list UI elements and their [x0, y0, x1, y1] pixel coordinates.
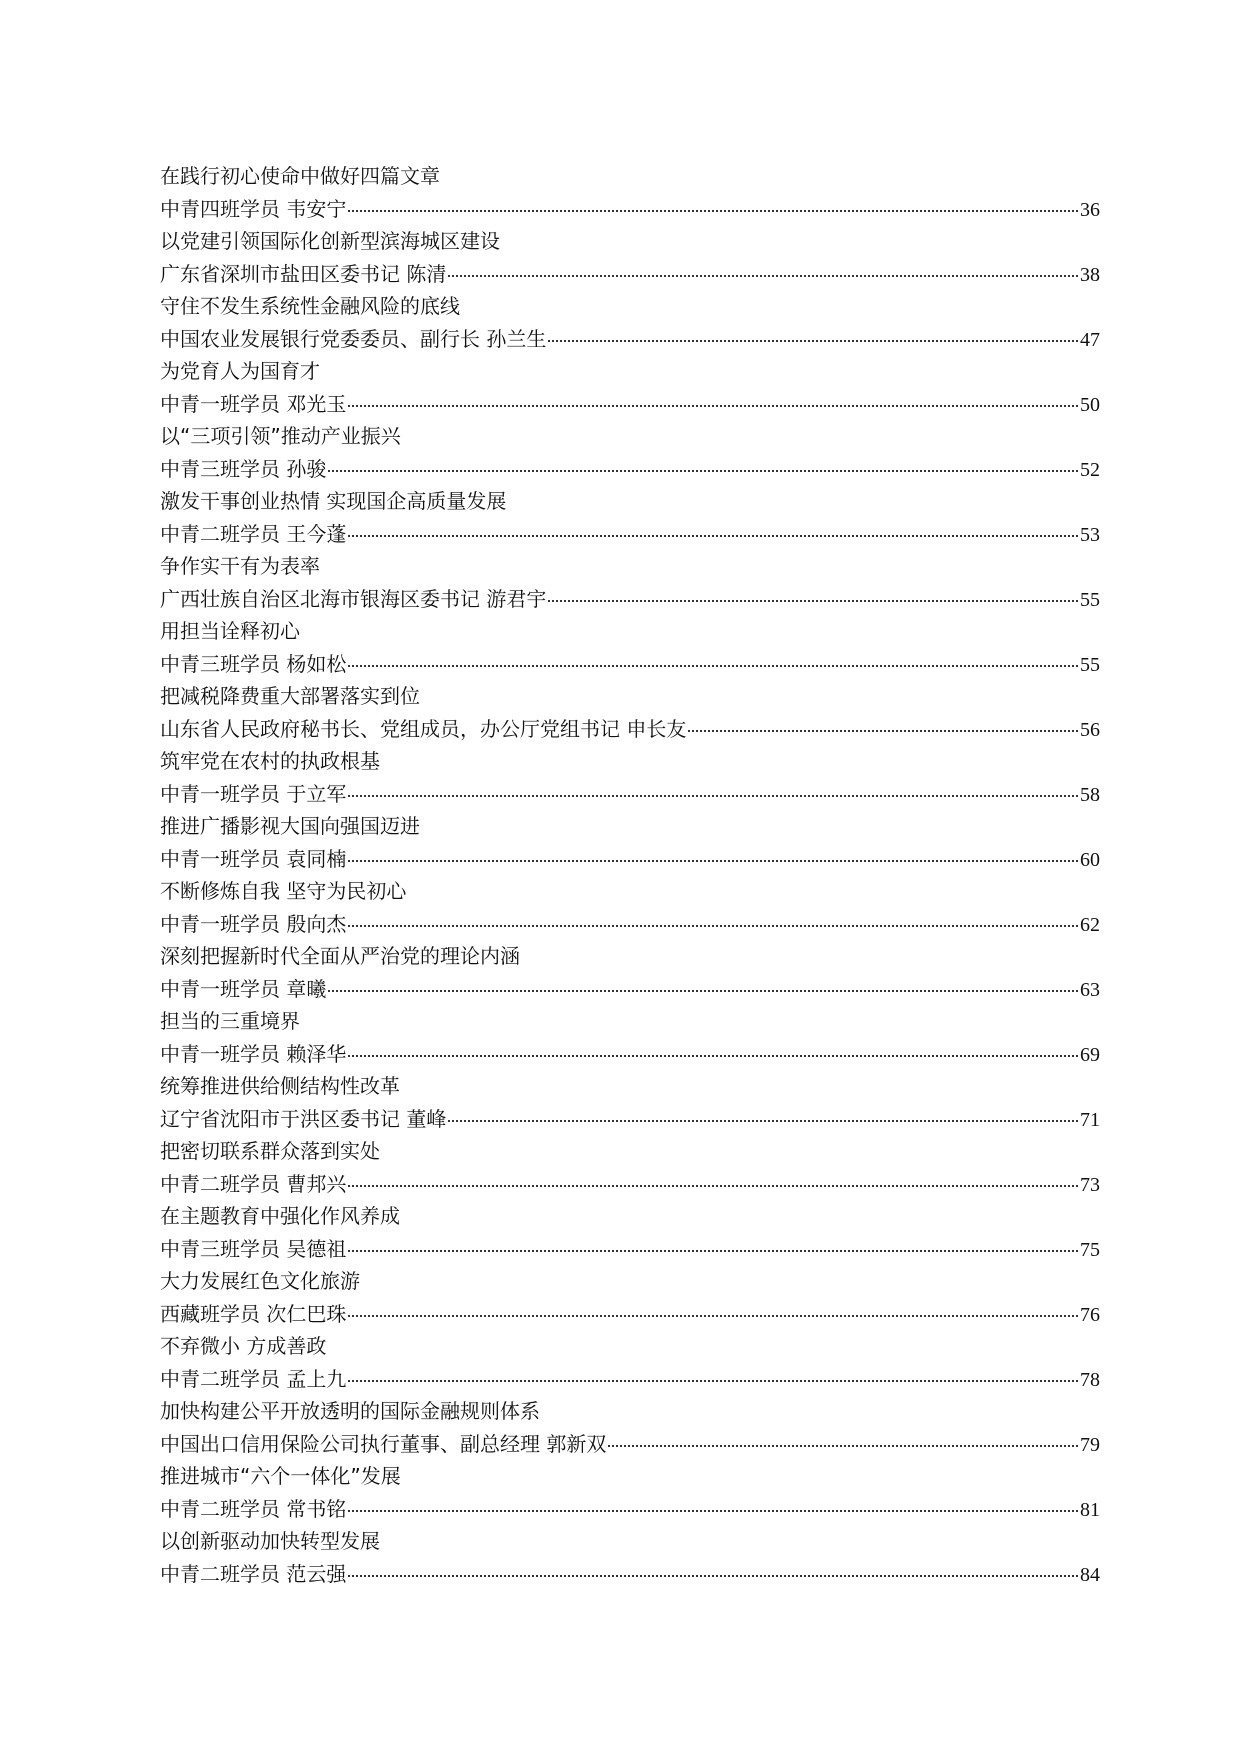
toc-entry: [160, 680, 1100, 745]
dot-leader: [328, 469, 1078, 472]
toc-entry-byline: [160, 648, 1100, 681]
dot-leader: [608, 1444, 1078, 1447]
toc-entry-byline: [160, 323, 1100, 356]
toc-entry: [160, 355, 1100, 420]
toc-entry: [160, 940, 1100, 1005]
dot-leader: [348, 1574, 1078, 1577]
toc-entry: [160, 615, 1100, 680]
dot-leader: [348, 1249, 1078, 1252]
table-of-contents: [160, 160, 1100, 1590]
toc-entry: [160, 875, 1100, 940]
toc-entry-author: 中青一班学员 章曦: [160, 976, 327, 1001]
toc-entry-byline: [160, 1168, 1100, 1201]
dot-leader: [328, 989, 1078, 992]
toc-entry-byline: [160, 258, 1100, 291]
toc-entry: [160, 1460, 1100, 1525]
toc-entry-title: 以“三项引领”推动产业振兴: [160, 424, 401, 448]
toc-entry-author: 中青二班学员 常书铭: [160, 1496, 347, 1521]
dot-leader: [348, 859, 1078, 862]
toc-entry: [160, 550, 1100, 615]
toc-entry-byline: [160, 908, 1100, 941]
dot-leader: [348, 404, 1078, 407]
toc-entry-page-number: 62: [1080, 913, 1100, 936]
toc-entry-page-number: 69: [1080, 1043, 1100, 1066]
toc-entry-title: 在主题教育中强化作风养成: [160, 1204, 400, 1228]
toc-entry-byline: [160, 843, 1100, 876]
toc-entry-title: 把密切联系群众落到实处: [160, 1139, 380, 1163]
toc-entry-byline: [160, 453, 1100, 486]
dot-leader: [448, 274, 1078, 277]
toc-entry-byline: [160, 973, 1100, 1006]
toc-entry-page-number: 56: [1080, 718, 1100, 741]
toc-entry-byline: [160, 583, 1100, 616]
toc-entry-byline: [160, 193, 1100, 226]
toc-entry-page-number: 78: [1080, 1368, 1100, 1391]
toc-entry: [160, 290, 1100, 355]
toc-entry-byline: [160, 1493, 1100, 1526]
toc-entry-page-number: 58: [1080, 783, 1100, 806]
toc-entry: [160, 1070, 1100, 1135]
toc-entry-title: 深刻把握新时代全面从严治党的理论内涵: [160, 944, 520, 968]
toc-entry-author: 中青三班学员 杨如松: [160, 651, 347, 676]
toc-entry-title: 推进广播影视大国向强国迈进: [160, 814, 420, 838]
toc-entry-page-number: 36: [1080, 198, 1100, 221]
toc-entry-author: 中青一班学员 赖泽华: [160, 1041, 347, 1066]
dot-leader: [348, 1379, 1078, 1382]
toc-entry-title: 以党建引领国际化创新型滨海城区建设: [160, 229, 500, 253]
toc-entry-page-number: 75: [1080, 1238, 1100, 1261]
toc-entry-title: 守住不发生系统性金融风险的底线: [160, 294, 460, 318]
toc-entry-title: 争作实干有为表率: [160, 554, 320, 578]
toc-entry-title: 激发干事创业热情 实现国企高质量发展: [160, 489, 507, 513]
toc-entry-page-number: 53: [1080, 523, 1100, 546]
toc-entry: [160, 160, 1100, 225]
dot-leader: [548, 599, 1078, 602]
toc-entry-title: 不弃微小 方成善政: [160, 1334, 327, 1358]
toc-entry-byline: [160, 1428, 1100, 1461]
toc-entry-author: 中国出口信用保险公司执行董事、副总经理 郭新双: [160, 1431, 607, 1456]
toc-entry-page-number: 73: [1080, 1173, 1100, 1196]
toc-entry-page-number: 63: [1080, 978, 1100, 1001]
toc-entry-page-number: 50: [1080, 393, 1100, 416]
toc-entry-author: 辽宁省沈阳市于洪区委书记 董峰: [160, 1106, 447, 1131]
toc-entry-title: 不断修炼自我 坚守为民初心: [160, 879, 407, 903]
toc-entry-page-number: 55: [1080, 653, 1100, 676]
toc-entry-author: 中青二班学员 曹邦兴: [160, 1171, 347, 1196]
toc-entry-title: 担当的三重境界: [160, 1009, 300, 1033]
toc-entry-title: 加快构建公平开放透明的国际金融规则体系: [160, 1399, 540, 1423]
toc-entry-author: 中青四班学员 韦安宁: [160, 196, 347, 221]
dot-leader: [348, 1184, 1078, 1187]
toc-entry: [160, 1135, 1100, 1200]
toc-entry-title: 为党育人为国育才: [160, 359, 320, 383]
toc-entry-title: 用担当诠释初心: [160, 619, 300, 643]
toc-entry: [160, 1005, 1100, 1070]
toc-entry-author: 广西壮族自治区北海市银海区委书记 游君宇: [160, 586, 547, 611]
toc-entry-title: 筑牢党在农村的执政根基: [160, 749, 380, 773]
toc-entry-page-number: 47: [1080, 328, 1100, 351]
toc-entry-author: 中青一班学员 殷向杰: [160, 911, 347, 936]
toc-entry-author: 中青一班学员 于立军: [160, 781, 347, 806]
toc-entry-title: 以创新驱动加快转型发展: [160, 1529, 380, 1553]
toc-entry: [160, 1200, 1100, 1265]
toc-entry-author: 中国农业发展银行党委委员、副行长 孙兰生: [160, 326, 547, 351]
toc-entry-page-number: 76: [1080, 1303, 1100, 1326]
toc-entry-byline: [160, 778, 1100, 811]
dot-leader: [348, 794, 1078, 797]
toc-entry-title: 把减税降费重大部署落实到位: [160, 684, 420, 708]
toc-entry-page-number: 84: [1080, 1563, 1100, 1586]
toc-entry-author: 中青二班学员 范云强: [160, 1561, 347, 1586]
dot-leader: [348, 1509, 1078, 1512]
toc-entry: [160, 485, 1100, 550]
toc-entry-page-number: 52: [1080, 458, 1100, 481]
toc-entry-author: 中青一班学员 袁同楠: [160, 846, 347, 871]
dot-leader: [348, 924, 1078, 927]
toc-entry-byline: [160, 1038, 1100, 1071]
dot-leader: [348, 664, 1078, 667]
toc-entry: [160, 225, 1100, 290]
toc-entry-title: 统筹推进供给侧结构性改革: [160, 1074, 400, 1098]
toc-entry: [160, 745, 1100, 810]
toc-entry-author: 广东省深圳市盐田区委书记 陈清: [160, 261, 447, 286]
toc-entry-byline: [160, 1233, 1100, 1266]
toc-entry: [160, 420, 1100, 485]
dot-leader: [548, 339, 1078, 342]
toc-entry-byline: [160, 518, 1100, 551]
toc-entry-byline: [160, 1298, 1100, 1331]
toc-entry-byline: [160, 1558, 1100, 1591]
toc-entry-title: 推进城市“六个一体化”发展: [160, 1464, 401, 1488]
toc-entry-author: 中青三班学员 吴德祖: [160, 1236, 347, 1261]
toc-entry-page-number: 38: [1080, 263, 1100, 286]
toc-entry-byline: [160, 713, 1100, 746]
toc-entry-page-number: 71: [1080, 1108, 1100, 1131]
toc-entry: [160, 810, 1100, 875]
toc-entry-page-number: 60: [1080, 848, 1100, 871]
toc-entry: [160, 1265, 1100, 1330]
toc-entry: [160, 1395, 1100, 1460]
toc-entry-author: 西藏班学员 次仁巴珠: [160, 1301, 347, 1326]
dot-leader: [348, 209, 1078, 212]
toc-entry-author: 中青二班学员 王今蓬: [160, 521, 347, 546]
toc-entry-author: 中青二班学员 孟上九: [160, 1366, 347, 1391]
dot-leader: [348, 534, 1078, 537]
toc-entry-byline: [160, 1363, 1100, 1396]
toc-entry-author: 中青三班学员 孙骏: [160, 456, 327, 481]
toc-entry-byline: [160, 1103, 1100, 1136]
toc-entry-author: 中青一班学员 邓光玉: [160, 391, 347, 416]
toc-entry: [160, 1330, 1100, 1395]
dot-leader: [448, 1119, 1078, 1122]
dot-leader: [688, 729, 1078, 732]
toc-entry-page-number: 55: [1080, 588, 1100, 611]
toc-entry-byline: [160, 388, 1100, 421]
dot-leader: [348, 1054, 1078, 1057]
toc-entry-page-number: 79: [1080, 1433, 1100, 1456]
toc-entry-author: 山东省人民政府秘书长、党组成员，办公厅党组书记 申长友: [160, 716, 687, 741]
toc-entry: [160, 1525, 1100, 1590]
toc-entry-page-number: 81: [1080, 1498, 1100, 1521]
toc-entry-title: 在践行初心使命中做好四篇文章: [160, 164, 440, 188]
dot-leader: [348, 1314, 1078, 1317]
toc-entry-title: 大力发展红色文化旅游: [160, 1269, 360, 1293]
